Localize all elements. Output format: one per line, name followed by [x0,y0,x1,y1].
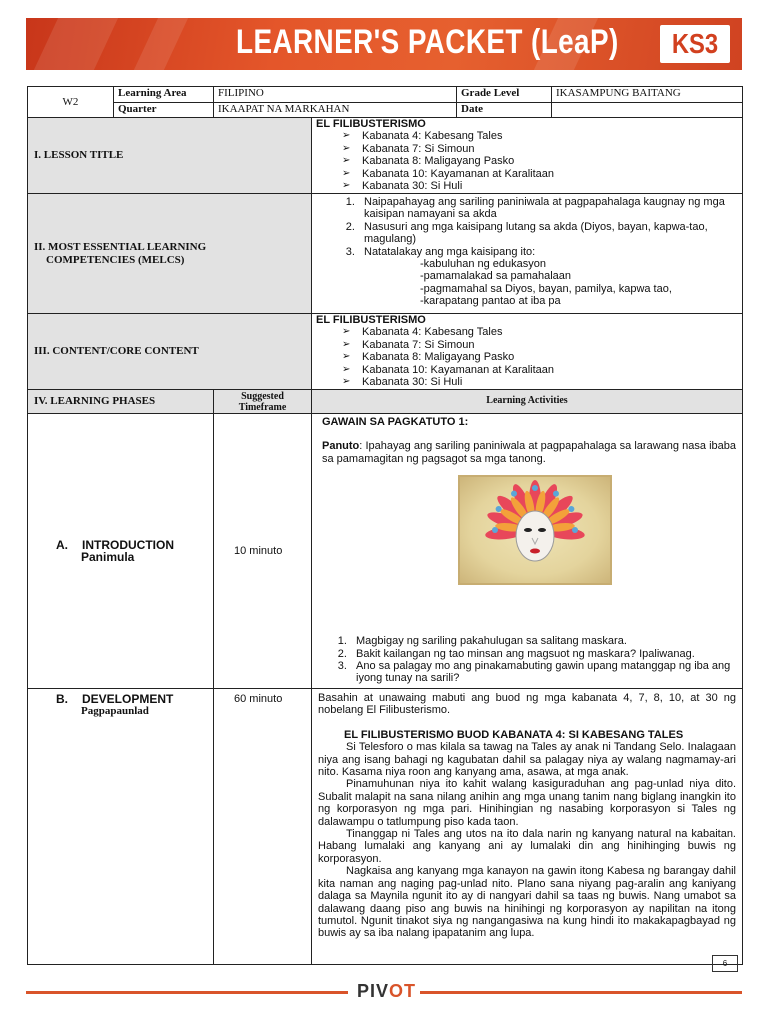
list-item: 3. Natatalakay ang mga kaisipang ito: [358,246,738,258]
melcs-sub-item: -kabuluhan ng edukasyon [420,258,546,271]
quarter-value: IKAAPAT NA MARKAHAN [214,103,457,118]
list-item: ➢ Kabanata 8: Maligayang Pasko [342,351,738,363]
content-label: III. CONTENT/CORE CONTENT [28,314,312,390]
summary-paragraph: Nagkaisa ang kanyang mga kanayon na gawin itong Kabesa ng barangay dahil kita naman ang naging pag-unlad nito. Plano sana niyang pag-aralin ang kaniyang dalaga sa Maynila ngunit ito ay di nangyari dahil sa taas ng buwis. Nang umabot sa dalawang daang piso ang buwis na hinihingi ng korporasyon ay napilitan na itong tumutol. Ngunit tinakot siya ng nangangasiwa na kung hindi ito makakapagbayad ng buwis ay sa iba nalang ipapatanim ang lupa. [318,865,736,940]
list-item: ➢ Kabanata 7: Si Simoun [342,143,738,155]
maskara-icon [460,477,610,583]
lesson-title-list [316,130,738,192]
content-heading: EL FILIBUSTERISMO [316,314,426,326]
development-phase: B. DEVELOPMENT Pagpapaunlad [28,689,214,965]
melcs-list [316,196,738,258]
quarter-label: Quarter [114,103,214,118]
panuto: Panuto: Ipahayag ang sariling paniniwala at pagpapahalaga sa larawang nasa ibaba sa pamamagitan ng pagsagot sa mga tanong. [322,440,736,465]
week-label: W2 [28,87,114,118]
list-item: 2. Nasusuri ang mga kaisipang lutang sa akda (Diyos, bayan, kapwa-tao, magulang) [358,221,738,246]
date-label: Date [457,103,552,118]
list-item: ➢ Kabanata 30: Si Huli [342,376,738,388]
introduction-phase: A. INTRODUCTION Panimula [28,414,214,689]
footer-line-left [26,991,348,994]
learning-area-value: FILIPINO [214,87,457,103]
list-item: 1. Magbigay ng sariling pakahulugan sa salitang maskara. [350,635,736,647]
summary-paragraph: Pinamuhunan niya ito kahit walang kasiguraduhan ang pag-unlad niya dito. Subalit malapit na sana nilang anihin ang mga unang tanim nang biglang inangkin ito ng korporasyon ng mga pari. Hinihingian ng nasabing korporasyon si Tales ng dalawampu o tatlumpung piso kada taon. [318,778,736,828]
activity-title: GAWAIN SA PAGKATUTO 1: [322,416,469,428]
list-item: 1. Naipapahayag ang sariling paniniwala at pagpapahalaga kaugnay ng mga kaisipan namayani sa akda [358,196,738,221]
timeframe-header: Suggested Timeframe [214,390,312,414]
melcs-label: II. MOST ESSENTIAL LEARNING COMPETENCIES (MELCS) [28,194,312,314]
list-item: ➢ Kabanata 4: Kabesang Tales [342,130,738,142]
phases-header: IV. LEARNING PHASES [28,390,214,414]
content-list [316,326,738,388]
list-item: 3. Ano sa palagay mo ang pinakamabuting gawin upang matanggap ng iba ang iyong tunay na sarili? [350,660,736,685]
learning-area-label: Learning Area [114,87,214,103]
footer-line-right [420,991,742,994]
mask-image [458,475,612,585]
introduction-questions [322,635,736,685]
list-item: ➢ Kabanata 4: Kabesang Tales [342,326,738,338]
list-item: ➢ Kabanata 7: Si Simoun [342,339,738,351]
development-intro: Basahin at unawaing mabuti ang buod ng mga kabanata 4, 7, 8, 10, at 30 ng nobelang El Filibusterismo. [318,692,736,717]
grade-level-value: IKASAMPUNG BAITANG [552,87,743,103]
melcs-sub-item: -pagmamahal sa Diyos, bayan, pamilya, kapwa tao, [420,282,672,295]
pivot-logo: PIVOT [357,981,417,1001]
activities-header: Learning Activities [312,390,743,414]
list-item: ➢ Kabanata 10: Kayamanan at Karalitaan [342,364,738,376]
header-banner [26,18,742,70]
summary-paragraph: Si Telesforo o mas kilala sa tawag na Tales ay anak ni Tandang Selo. Inalagaan niya ang isang bahagi ng kagubatan dahil sa palagay niya ay walang nagmamay-ari nito. Kasama niya roon ang kanyang ama, asawa, at mga anak. [318,741,736,779]
list-item: ➢ Kabanata 10: Kayamanan at Karalitaan [342,168,738,180]
list-item: ➢ Kabanata 30: Si Huli [342,180,738,192]
melcs-sub-item: -pamamalakad sa pamahalaan [420,270,572,283]
development-time: 60 minuto [214,689,312,965]
lesson-title-heading: EL FILIBUSTERISMO [316,118,426,130]
lesson-title-label: I. LESSON TITLE [28,118,312,194]
ks3-badge: KS3 [660,25,730,63]
introduction-time: 10 minuto [214,414,312,689]
melcs-sub-item: -karapatang pantao at iba pa [420,295,561,308]
date-value [552,103,743,118]
banner-title: LEARNER'S PACKET (LeaP) [236,23,619,61]
summary-heading: EL FILIBUSTERISMO BUOD KABANATA 4: SI KABESANG TALES [344,728,684,741]
page-number: 6 [712,955,738,972]
lesson-table [27,86,743,965]
list-item: ➢ Kabanata 8: Maligayang Pasko [342,155,738,167]
list-item: 2. Bakit kailangan ng tao minsan ang magsuot ng maskara? Ipaliwanag. [350,648,736,660]
grade-level-label: Grade Level [457,87,552,103]
summary-paragraph: Tinanggap ni Tales ang utos na ito dala narin ng kanyang natural na kabaitan. Habang lumalaki ang kanyang ani ay lumalaki din ang hinihinging buwis ng korporasyon. [318,828,736,865]
